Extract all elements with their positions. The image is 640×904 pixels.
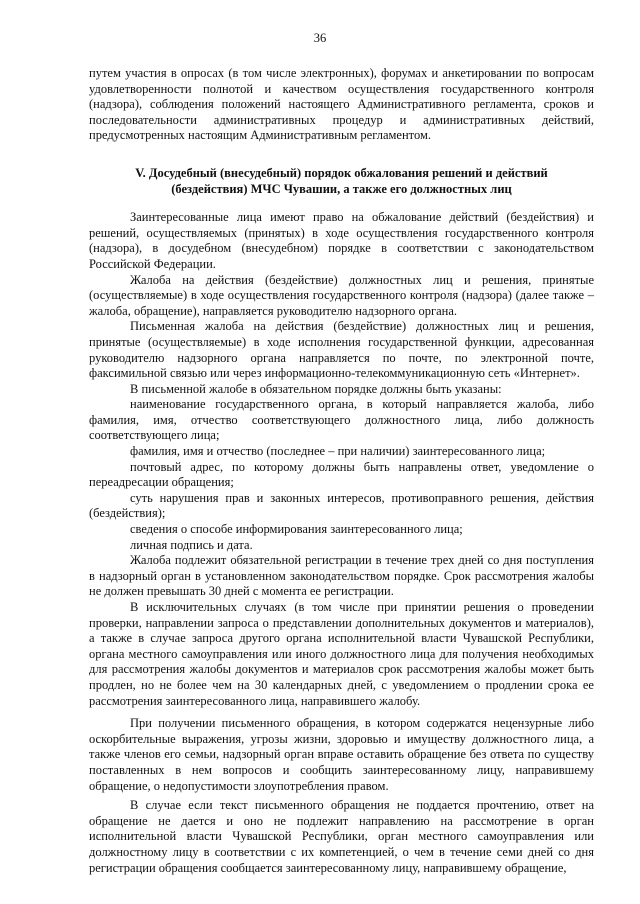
paragraph-offensive-content: При получении письменного обращения, в котором содержатся нецензурные либо оскорбительные выражения, угрозы жизни, здоровью и имуществу должностного лица, а также членов его семьи, надзорный орган вправе оставить обращение без ответа по существу поставленных в нем вопросов и сообщить заинтересованному лицу, направившему обращение, о недопустимости злоупотребления правом. <box>89 716 594 793</box>
list-item-postal-address: почтовый адрес, по которому должны быть направлены ответ, уведомление о переадресации обращения; <box>89 459 594 490</box>
section-heading-line-2: (бездействия) МЧС Чувашии, а также его должностных лиц <box>171 181 512 196</box>
paragraph-complaint-addressee: Жалоба на действия (бездействие) должностных лиц и решения, принятые (осуществляемые) в ходе осуществления государственного контроля (надзора) (далее также – жалоба, обращение), направляется руководителю надзорного органа. <box>89 272 594 318</box>
intro-paragraph: путем участия в опросах (в том числе электронных), форумах и анкетировании по вопросам удовлетворенности полнотой и качеством осуществления государственного контроля (надзора), соблюдения положений настоящего Административного регламента, сроков и последовательности административных процедур и административных действий, предусмотренных настоящим Административным регламентом. <box>89 66 594 143</box>
list-item-notification-method: сведения о способе информирования заинтересованного лица; <box>130 522 463 537</box>
paragraph-term-extension: В исключительных случаях (в том числе при принятии решения о проведении проверки, направлении запроса о представлении дополнительных документов и материалов), а также в случае запроса другого органа исполнительной власти Чувашской Республики, органа местного самоуправления или иного должностного лица для получения необходимых для рассмотрения жалобы документов и материалов срок рассмотрения жалобы может быть продлен, но не более чем на 30 календарных дней, с уведомлением о продлении срока ее рассмотрения заинтересованного лица, направившего жалобу. <box>89 600 594 708</box>
section-heading <box>89 166 594 197</box>
list-item-authority-name: наименование государственного органа, в который направляется жалоба, либо фамилия, имя, отчество соответствующего должностного лица, либо должность соответствующего лица; <box>89 397 594 443</box>
paragraph-right-to-appeal: Заинтересованные лица имеют право на обжалование действий (бездействия) и решений, осуществляемых (принятых) в ходе осуществления государственного контроля (надзора), в досудебном (внесудебном) порядке в соответствии с законодательством Российской Федерации. <box>89 210 594 271</box>
page-number: 36 <box>313 31 327 45</box>
paragraph-required-fields-intro: В письменной жалобе в обязательном порядке должны быть указаны: <box>130 381 502 396</box>
paragraph-written-complaint-channels: Письменная жалоба на действия (бездействие) должностных лиц и решения, принятые (осуществляемые) в ходе исполнения государственной функции, адресованная руководителю надзорного органа направляется по почте, по электронной почте, факсимильной связью или через информационно-телекоммуникационную сеть «Интернет». <box>89 319 594 381</box>
document-body <box>89 66 594 876</box>
list-item-full-name: фамилия, имя и отчество (последнее – при наличии) заинтересованного лица; <box>130 444 546 459</box>
paragraph-registration-term: Жалоба подлежит обязательной регистрации в течение трех дней со дня поступления в надзорный орган в установленном законодательством порядке. Срок рассмотрения жалобы не должен превышать 30 дней с момента ее регистрации. <box>89 553 594 599</box>
paragraph-illegible-text: В случае если текст письменного обращения не поддается прочтению, ответ на обращение не дается и оно не подлежит направлению на рассмотрение в орган исполнительной власти Чувашской Республики, орган местного самоуправления или должностному лицу в соответствии с их компетенцией, о чем в течение семи дней со дня регистрации обращения сообщается заинтересованному лицу, направившему обращение, <box>89 798 594 875</box>
list-item-signature-date: личная подпись и дата. <box>130 537 253 552</box>
section-heading-line-1: V. Досудебный (внесудебный) порядок обжалования решений и действий <box>135 165 548 180</box>
list-item-violation-essence: суть нарушения прав и законных интересов, противоправного решения, действия (бездействия); <box>89 490 594 521</box>
